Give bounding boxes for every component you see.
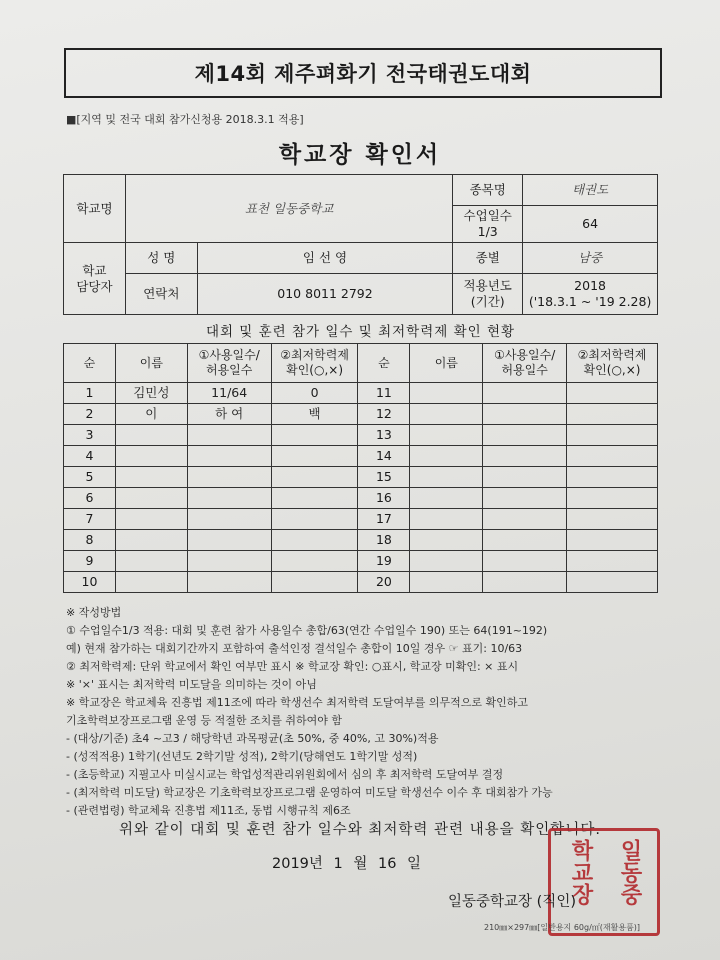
contact-label: 연락처 [125, 274, 197, 315]
table-row [64, 488, 658, 509]
paper-spec-footer: 210㎜×297㎜[일반용지 60g/㎡(재활용품)] [484, 923, 641, 932]
used-days [187, 488, 271, 509]
note-line: - (초등학교) 지필고사 미실시교는 학업성적관리위원회에서 심의 후 최저학력 도달여부 결정 [66, 768, 504, 781]
student-name [410, 404, 483, 425]
col-no-header: 순 [64, 344, 116, 383]
class-days-value: 64 [523, 206, 658, 243]
event-value: 태권도 [523, 175, 658, 206]
used-days [483, 467, 567, 488]
academic-check [567, 425, 658, 446]
academic-check [271, 530, 358, 551]
used-days [483, 551, 567, 572]
row-number: 10 [64, 572, 116, 593]
division-label: 종별 [453, 243, 523, 274]
student-name [115, 446, 187, 467]
official-seal [548, 828, 660, 936]
used-days: 11/64 [187, 383, 271, 404]
row-number: 8 [64, 530, 116, 551]
academic-check [567, 551, 658, 572]
academic-check [567, 509, 658, 530]
used-days [187, 446, 271, 467]
table-row [64, 383, 658, 404]
col-check-header: ②최저학력제 확인(○,×) [567, 344, 658, 383]
table-row [64, 425, 658, 446]
student-name [410, 551, 483, 572]
row-number: 16 [358, 488, 410, 509]
note-line: - (최저학력 미도달) 학교장은 기초학력보장프로그램 운영하여 미도달 학생선수 이수 후 대회참가 가능 [66, 786, 553, 799]
seal-text-right: 일동중 [617, 839, 642, 905]
table-row [64, 530, 658, 551]
used-days [483, 530, 567, 551]
col-days-header: ①사용일수/ 허용일수 [187, 344, 271, 383]
student-name [410, 467, 483, 488]
row-number: 19 [358, 551, 410, 572]
note-line: ※ '×' 표시는 최저학력 미도달을 의미하는 것이 아님 [66, 678, 317, 691]
row-number: 11 [358, 383, 410, 404]
contact-value: 010 8011 2792 [197, 274, 453, 315]
academic-check [271, 467, 358, 488]
period-label: 적용년도 (기간) [453, 274, 523, 315]
used-days [483, 446, 567, 467]
row-number: 18 [358, 530, 410, 551]
division-value: 남중 [523, 243, 658, 274]
academic-check [567, 530, 658, 551]
note-line: - (성적적용) 1학기(선년도 2학기말 성적), 2학기(당해연도 1학기말 성적) [66, 750, 418, 763]
manager-name-value: 임 선 영 [197, 243, 453, 274]
student-name [115, 467, 187, 488]
note-line: 기초학력보장프로그램 운영 등 적절한 조치를 취하여야 함 [66, 714, 343, 727]
student-name [410, 488, 483, 509]
event-label: 종목명 [453, 175, 523, 206]
student-name [115, 509, 187, 530]
used-days [187, 530, 271, 551]
used-days [483, 404, 567, 425]
col-name-header: 이름 [115, 344, 187, 383]
note-line: ① 수업일수1/3 적용: 대회 및 훈련 참가 사용일수 총합/63(연간 수업일수 190) 또는 64(191~192) [66, 624, 548, 637]
event-title: 제14회 제주펴화기 전국태권도대회 [194, 62, 532, 86]
used-days [483, 488, 567, 509]
table-row [64, 551, 658, 572]
row-number: 5 [64, 467, 116, 488]
used-days [187, 551, 271, 572]
row-number: 12 [358, 404, 410, 425]
confirmation-statement: 위와 같이 대회 및 훈련 참가 일수와 최저학력 관련 내용을 확인합니다. [119, 822, 601, 838]
class-days-label: 수업일수 1/3 [453, 206, 523, 243]
table-row [64, 467, 658, 488]
period-value: 2018 ('18.3.1 ~ '19 2.28) [523, 274, 658, 315]
note-line: ② 최저학력제: 단위 학교에서 확인 여부만 표시 ※ 학교장 확인: ○표시, 학교장 미확인: × 표시 [66, 660, 519, 673]
school-name-value: 표천 일동중학교 [125, 175, 452, 243]
student-name [410, 572, 483, 593]
participation-header-row [64, 344, 658, 383]
academic-check [271, 446, 358, 467]
principal-signature: 일동중학교장 (직인) [448, 894, 576, 910]
student-name [115, 488, 187, 509]
row-number: 15 [358, 467, 410, 488]
row-number: 13 [358, 425, 410, 446]
academic-check [271, 509, 358, 530]
academic-check [271, 551, 358, 572]
academic-check [567, 572, 658, 593]
academic-check [271, 488, 358, 509]
used-days [187, 572, 271, 593]
student-name [410, 530, 483, 551]
academic-check: 0 [271, 383, 358, 404]
table-row [64, 509, 658, 530]
note-line: ※ 작성방법 [66, 606, 122, 619]
application-note: ■[지역 및 전국 대회 참가신청용 2018.3.1 적용] [66, 113, 304, 126]
manager-label: 학교 담당자 [64, 243, 126, 315]
student-name [410, 425, 483, 446]
student-name: 김민성 [115, 383, 187, 404]
used-days [187, 425, 271, 446]
row-number: 17 [358, 509, 410, 530]
academic-check [567, 383, 658, 404]
col-no-header: 순 [358, 344, 410, 383]
instructions-notes [66, 604, 666, 820]
participation-table [63, 343, 658, 593]
document-title: 학교장 확인서 [278, 142, 442, 168]
used-days [187, 467, 271, 488]
school-name-label: 학교명 [64, 175, 126, 243]
note-line: - (관련법령) 학교체육 진흥법 제11조, 동법 시행규칙 제6조 [66, 804, 351, 817]
used-days [483, 383, 567, 404]
note-line: 예) 현재 참가하는 대회기간까지 포함하여 출석인정 결석일수 총합이 10일 경우 ☞ 표기: 10/63 [66, 642, 523, 655]
school-info-table [63, 174, 658, 315]
participation-section-title: 대회 및 훈련 참가 일수 및 최저학력제 확인 현황 [205, 324, 516, 340]
issue-date: 2019년 1 월 16 일 [272, 856, 422, 872]
note-line: ※ 학교장은 학교체육 진흥법 제11조에 따라 학생선수 최저학력 도달여부를 의무적으로 확인하고 [66, 696, 528, 709]
row-number: 3 [64, 425, 116, 446]
academic-check [567, 488, 658, 509]
student-name: 이 [115, 404, 187, 425]
note-line: - (대상/기준) 초4 ~고3 / 해당학년 과목평균(초 50%, 중 40%, 고 30%)적용 [66, 732, 439, 745]
table-row [64, 572, 658, 593]
academic-check [271, 425, 358, 446]
row-number: 20 [358, 572, 410, 593]
student-name [410, 509, 483, 530]
row-number: 9 [64, 551, 116, 572]
academic-check [567, 467, 658, 488]
used-days [483, 425, 567, 446]
student-name [115, 425, 187, 446]
row-number: 14 [358, 446, 410, 467]
col-check-header: ②최저학력제 확인(○,×) [271, 344, 358, 383]
academic-check [567, 404, 658, 425]
used-days [483, 509, 567, 530]
table-row [64, 404, 658, 425]
student-name [115, 551, 187, 572]
seal-text-left: 학교장 [568, 839, 593, 905]
student-name [115, 572, 187, 593]
row-number: 6 [64, 488, 116, 509]
used-days [483, 572, 567, 593]
used-days [187, 509, 271, 530]
academic-check: 백 [271, 404, 358, 425]
table-row [64, 446, 658, 467]
row-number: 2 [64, 404, 116, 425]
student-name [115, 530, 187, 551]
academic-check [271, 572, 358, 593]
academic-check [567, 446, 658, 467]
event-title-box [64, 48, 662, 98]
row-number: 4 [64, 446, 116, 467]
manager-name-label: 성 명 [125, 243, 197, 274]
student-name [410, 446, 483, 467]
student-name [410, 383, 483, 404]
row-number: 1 [64, 383, 116, 404]
col-name-header: 이름 [410, 344, 483, 383]
row-number: 7 [64, 509, 116, 530]
col-days-header: ①사용일수/ 허용일수 [483, 344, 567, 383]
used-days: 하 여 [187, 404, 271, 425]
